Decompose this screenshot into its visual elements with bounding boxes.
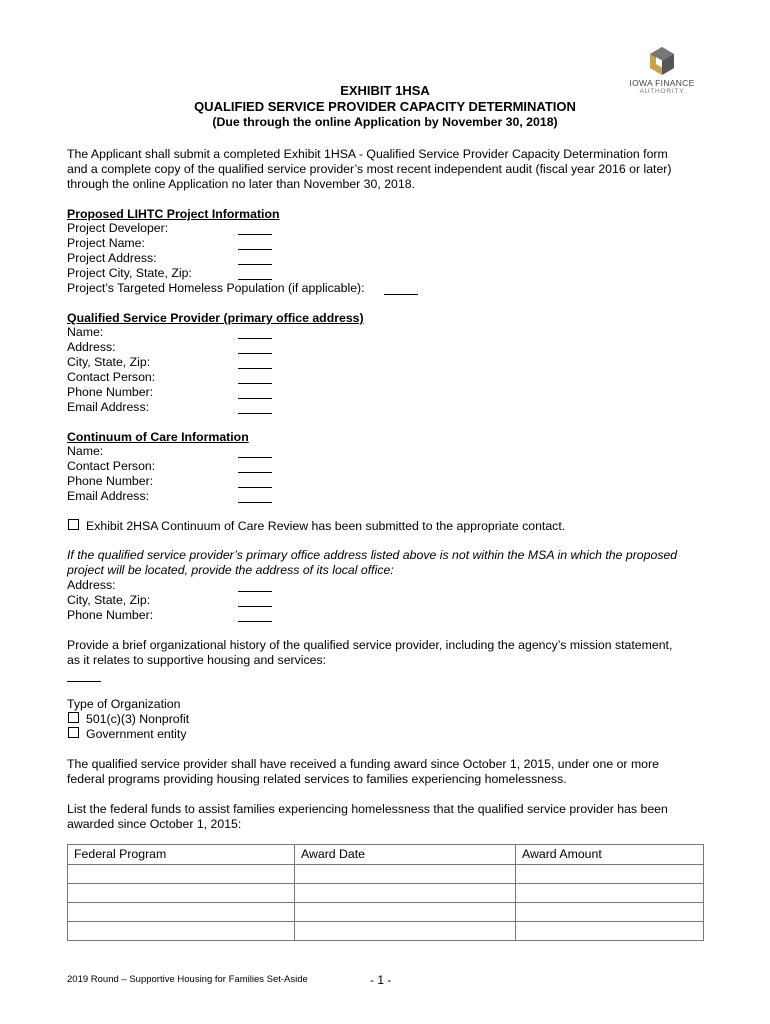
project-developer-field[interactable] — [238, 234, 272, 235]
intro-line: through the online Application no later than November 30, 2018. — [67, 177, 415, 191]
local-phone-field[interactable] — [238, 621, 272, 622]
table-row — [68, 922, 704, 941]
coc-review-checkbox[interactable] — [68, 519, 79, 530]
project-homeless-label: Project’s Targeted Homeless Population (if applicable): — [67, 281, 365, 295]
nonprofit-label: 501(c)(3) Nonprofit — [86, 712, 190, 726]
intro-line: The Applicant shall submit a completed Exhibit 1HSA - Qualified Service Provider Capacity Determination form — [67, 147, 668, 161]
cube-logo-icon — [620, 44, 704, 78]
provider-name-label: Name: — [67, 325, 104, 339]
logo-line2: AUTHORITY — [639, 88, 685, 95]
project-city-field[interactable] — [238, 279, 272, 280]
provider-contact-field[interactable] — [238, 383, 272, 384]
nonprofit-checkbox[interactable] — [68, 712, 79, 723]
local-address-field[interactable] — [238, 591, 272, 592]
provider-contact-label: Contact Person: — [67, 370, 156, 384]
table-row — [68, 865, 704, 884]
coc-review-label: Exhibit 2HSA Continuum of Care Review has been submitted to the appropriate contact. — [86, 519, 566, 533]
project-name-label: Project Name: — [67, 236, 145, 250]
org-type-label: Type of Organization — [67, 697, 181, 711]
table-cell[interactable] — [516, 865, 704, 884]
coc-heading: Continuum of Care Information — [67, 430, 249, 444]
header-award-date: Award Date — [295, 845, 516, 865]
project-developer-label: Project Developer: — [67, 221, 169, 235]
local-office-note: project will be located, provide the address of its local office: — [67, 563, 394, 577]
table-cell[interactable] — [295, 884, 516, 903]
table-cell[interactable] — [68, 922, 295, 941]
provider-phone-field[interactable] — [238, 398, 272, 399]
table-cell[interactable] — [516, 884, 704, 903]
table-row — [68, 903, 704, 922]
funding-text: federal programs providing housing related services to families experiencing homelessness. — [67, 772, 567, 786]
coc-phone-field[interactable] — [238, 487, 272, 488]
provider-email-field[interactable] — [238, 413, 272, 414]
history-prompt: as it relates to supportive housing and services: — [67, 653, 327, 667]
logo-line1: IOWA FINANCE — [629, 78, 695, 88]
footer-round: 2019 Round – Supportive Housing for Families Set-Aside — [67, 974, 308, 985]
local-office-note: If the qualified service provider’s primary office address listed above is not within the MSA in which the proposed — [67, 548, 678, 562]
table-cell[interactable] — [68, 884, 295, 903]
table-cell[interactable] — [295, 922, 516, 941]
provider-city-field[interactable] — [238, 368, 272, 369]
local-city-field[interactable] — [238, 606, 272, 607]
provider-address-label: Address: — [67, 340, 116, 354]
form-subtitle: (Due through the online Application by November 30, 2018) — [212, 115, 558, 129]
list-intro: List the federal funds to assist families experiencing homelessness that the qualified service provider has been — [67, 802, 668, 816]
table-row — [68, 884, 704, 903]
coc-name-label: Name: — [67, 444, 104, 458]
page-number: - 1 - — [370, 973, 392, 987]
form-title: QUALIFIED SERVICE PROVIDER CAPACITY DETERMINATION — [194, 99, 576, 114]
table-cell[interactable] — [516, 903, 704, 922]
provider-phone-label: Phone Number: — [67, 385, 154, 399]
header-federal-program: Federal Program — [68, 845, 295, 865]
provider-name-field[interactable] — [238, 338, 272, 339]
coc-email-field[interactable] — [238, 502, 272, 503]
project-city-label: Project City, State, Zip: — [67, 266, 192, 280]
funding-text: The qualified service provider shall have received a funding award since October 1, 2015, under one or more — [67, 757, 659, 771]
table-cell[interactable] — [68, 903, 295, 922]
table-cell[interactable] — [68, 865, 295, 884]
government-label: Government entity — [86, 727, 187, 741]
table-header-row — [68, 845, 704, 865]
provider-heading: Qualified Service Provider (primary office address) — [67, 311, 364, 325]
coc-phone-label: Phone Number: — [67, 474, 154, 488]
history-prompt: Provide a brief organizational history of the qualified service provider, including the agency’s mission statement, — [67, 638, 673, 652]
list-intro: awarded since October 1, 2015: — [67, 817, 242, 831]
project-address-label: Project Address: — [67, 251, 157, 265]
project-homeless-field[interactable] — [384, 294, 418, 295]
provider-email-label: Email Address: — [67, 400, 150, 414]
table-cell[interactable] — [295, 903, 516, 922]
awards-table — [67, 844, 704, 941]
project-heading: Proposed LIHTC Project Information — [67, 207, 280, 221]
intro-line: and a complete copy of the qualified service provider’s most recent independent audit (fiscal year 2016 or later) — [67, 162, 672, 176]
exhibit-title: EXHIBIT 1HSA — [340, 83, 430, 98]
table-cell[interactable] — [295, 865, 516, 884]
project-name-field[interactable] — [238, 249, 272, 250]
provider-city-label: City, State, Zip: — [67, 355, 151, 369]
local-address-label: Address: — [67, 578, 116, 592]
coc-email-label: Email Address: — [67, 489, 150, 503]
header-award-amount: Award Amount — [516, 845, 704, 865]
coc-contact-field[interactable] — [238, 472, 272, 473]
coc-contact-label: Contact Person: — [67, 459, 156, 473]
project-address-field[interactable] — [238, 264, 272, 265]
history-field[interactable] — [67, 681, 101, 682]
provider-address-field[interactable] — [238, 353, 272, 354]
government-checkbox[interactable] — [68, 727, 79, 738]
table-cell[interactable] — [516, 922, 704, 941]
coc-name-field[interactable] — [238, 457, 272, 458]
local-city-label: City, State, Zip: — [67, 593, 151, 607]
local-phone-label: Phone Number: — [67, 608, 154, 622]
